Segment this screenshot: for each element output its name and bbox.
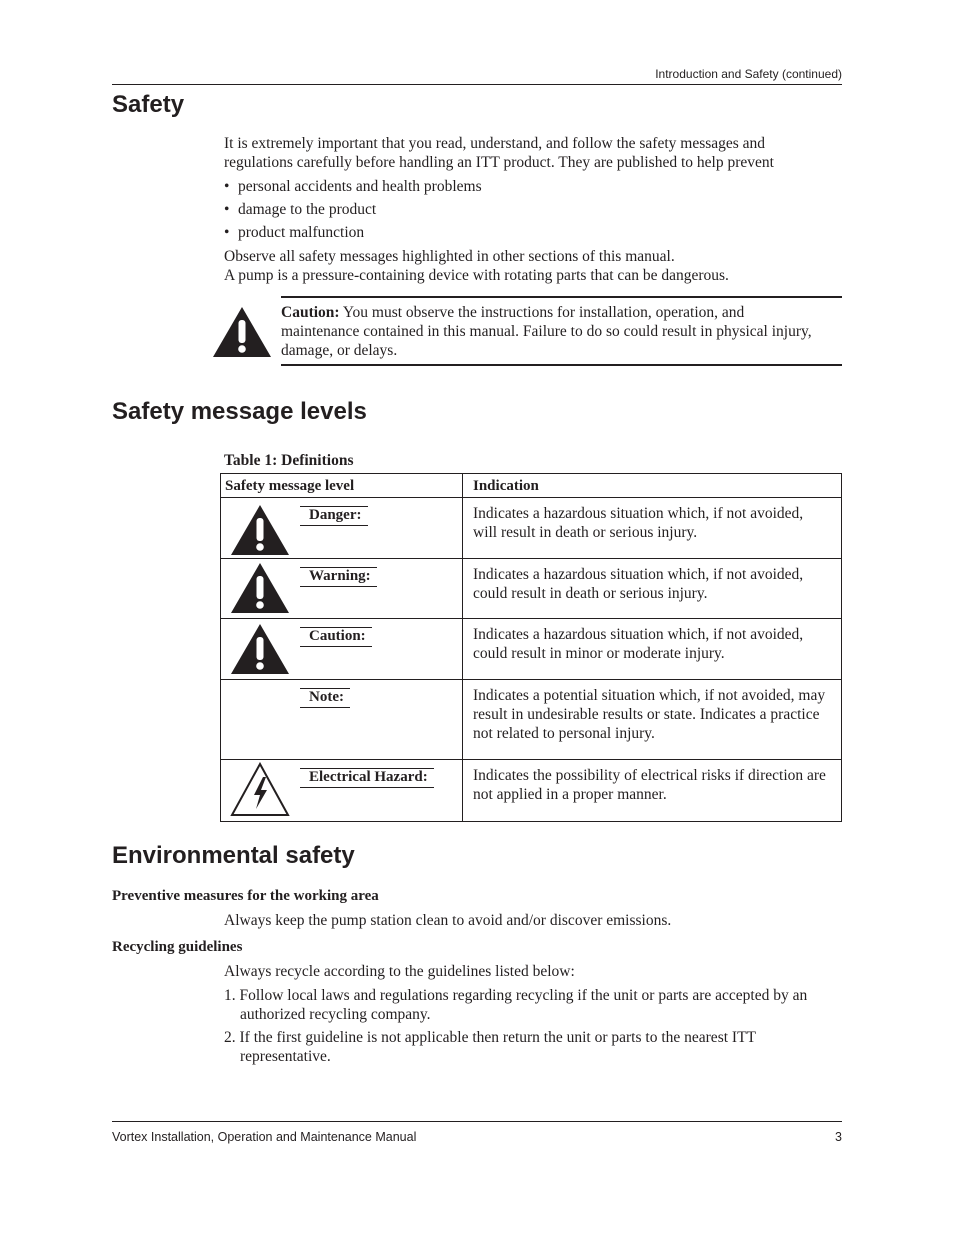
bullet-marker: • (224, 178, 230, 195)
table-row (221, 618, 841, 679)
indication-text: Indicates a potential situation which, if not avoided, may result in undesirable results or state. Indicates a practice not related to personal injury. (473, 687, 826, 742)
page-number: 3 (835, 1130, 842, 1144)
list-item: • product malfunction (224, 224, 365, 241)
table-row (221, 497, 841, 558)
footer-manual-title: Vortex Installation, Operation and Maintenance Manual (112, 1130, 417, 1144)
section-title-levels: Safety message levels (112, 398, 367, 425)
caution-text: Caution: You must observe the instructions for installation, operation, and maintenance contained in this manual. Failure to do so could result in physical injury, damage, or delays. (281, 304, 812, 359)
indication-text: Indicates a hazardous situation which, if not avoided, could result in minor or moderate injury. (473, 626, 804, 662)
list-item: 1. Follow local laws and regulations regarding recycling if the unit or parts are accepted by an authorized recycling company. (224, 987, 808, 1023)
table-header-row (221, 474, 841, 497)
running-head: Introduction and Safety (continued) (655, 67, 842, 81)
recycling-list (224, 986, 836, 1066)
level-label-warning: Warning: (300, 567, 377, 587)
bullet-marker: • (224, 224, 230, 241)
list-item: • personal accidents and health problems (224, 178, 482, 195)
recycling-intro: Always recycle according to the guidelines listed below: (224, 963, 575, 980)
footer-rule (112, 1121, 842, 1122)
pump-paragraph: A pump is a pressure-containing device with rotating parts that can be dangerous. (224, 267, 729, 284)
subheading-preventive: Preventive measures for the working area (112, 888, 379, 904)
caution-warning-triangle-icon (230, 623, 290, 675)
level-label-danger: Danger: (300, 506, 368, 526)
header-rule (112, 84, 842, 85)
list-item: 2. If the first guideline is not applicable then return the unit or parts to the nearest ITT representative. (224, 1029, 756, 1065)
subheading-recycling: Recycling guidelines (112, 939, 243, 955)
level-label-note: Note: (300, 688, 350, 708)
danger-warning-triangle-icon (230, 504, 290, 556)
indication-text: Indicates a hazardous situation which, if not avoided, could result in death or serious injury. (473, 566, 804, 602)
safety-intro-paragraph: It is extremely important that you read, understand, and follow the safety messages and regulations carefully before handling an ITT product. They are published to help prevent (224, 135, 774, 171)
definitions-table (220, 473, 842, 822)
caution-callout (212, 296, 842, 366)
preventive-text: Always keep the pump station clean to avoid and/or discover emissions. (224, 912, 672, 929)
observe-paragraph: Observe all safety messages highlighted in other sections of this manual. (224, 248, 675, 265)
indication-text: Indicates a hazardous situation which, if not avoided, will result in death or serious injury. (473, 505, 804, 541)
column-header-indication: Indication (473, 478, 539, 494)
safety-intro-block (224, 134, 834, 285)
section-title-safety: Safety (112, 91, 185, 118)
table-caption: Table 1: Definitions (224, 452, 354, 469)
electrical-hazard-icon (230, 762, 290, 817)
warning-triangle-icon (230, 562, 290, 614)
table-row (221, 759, 841, 821)
level-label-caution: Caution: (300, 627, 372, 647)
warning-triangle-icon (212, 306, 272, 358)
section-title-environmental: Environmental safety (112, 842, 355, 869)
column-header-level: Safety message level (225, 478, 355, 494)
list-item: • damage to the product (224, 201, 377, 218)
caution-frame (281, 296, 842, 366)
caution-label: Caution: (281, 304, 340, 321)
table-row (221, 558, 841, 618)
table-row (221, 679, 841, 759)
indication-text: Indicates the possibility of electrical risks if direction are not applied in a proper manner. (473, 767, 826, 803)
safety-bullet-list (224, 177, 834, 242)
level-label-electrical-hazard: Electrical Hazard: (300, 768, 434, 788)
bullet-marker: • (224, 201, 230, 218)
